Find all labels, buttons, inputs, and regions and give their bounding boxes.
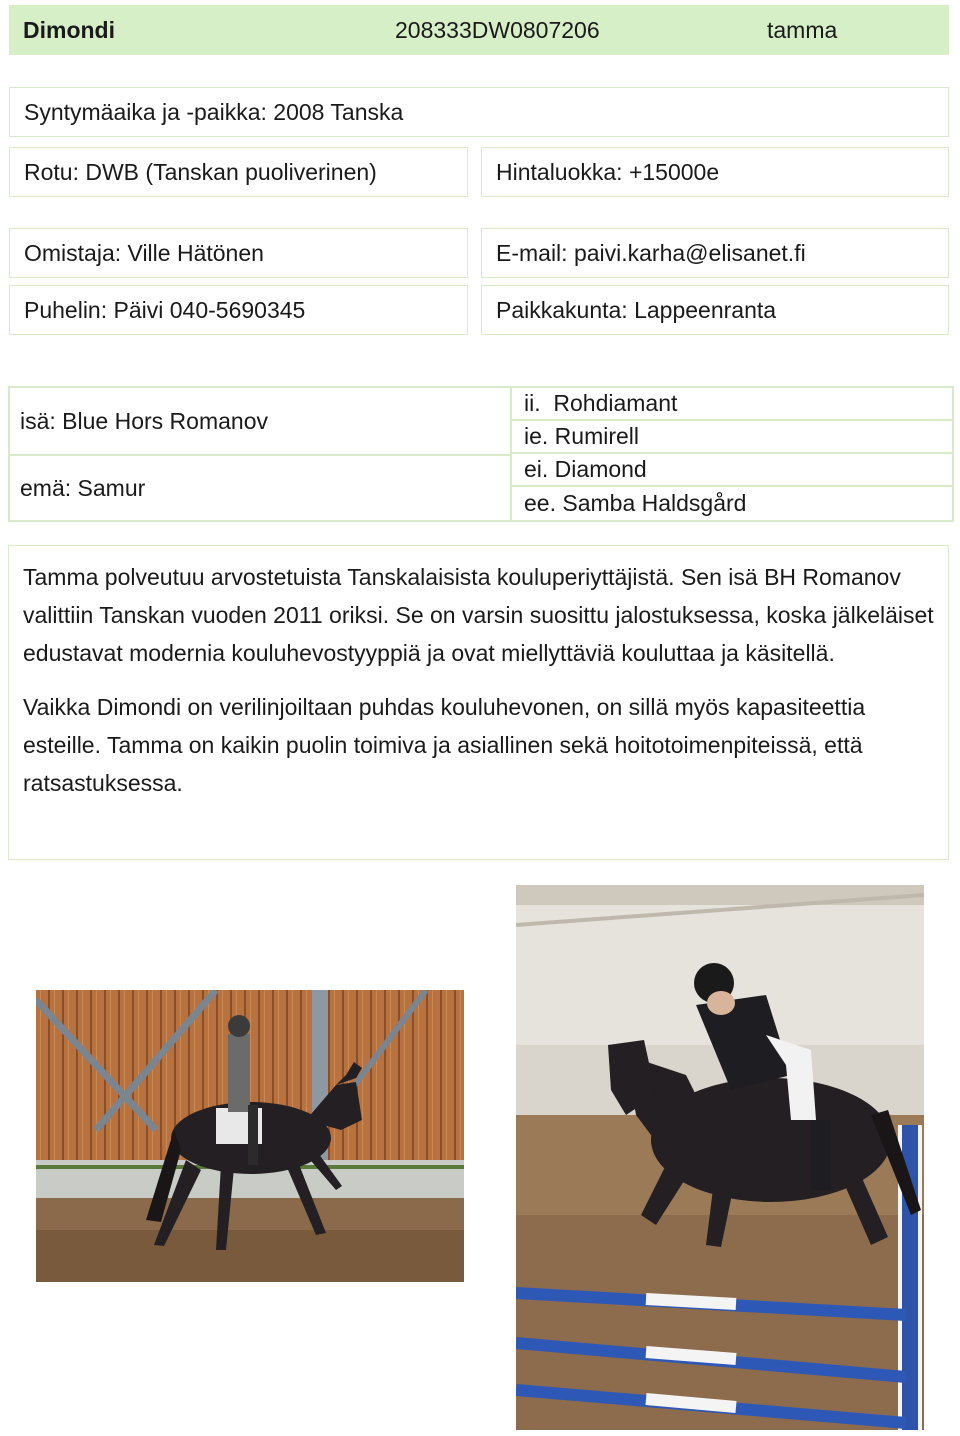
phone-info [9, 285, 468, 335]
horse-sex: tamma [767, 16, 838, 43]
description-paragraph-1: Tamma polveutuu arvostetuista Tanskalaisista kouluperiyttäjistä. Sen isä BH Romanov valittiin Tanskan vuoden 2011 oriksi. Se on varsin suosittu jalostuksessa, koska jälkeläiset edustavat modernia kouluhevostyyppiä ja ovat miellyttäviä kouluttaa ja käsitellä. [23, 564, 934, 666]
birth-info [9, 87, 949, 137]
owner-info [9, 228, 468, 278]
location-info [481, 285, 949, 335]
pedigree-divider [10, 454, 510, 456]
breed-info [9, 147, 468, 197]
email-info[interactable] [481, 228, 949, 278]
grandsire-maternal: ei. Diamond [512, 454, 952, 487]
sire: isä: Blue Hors Romanov [20, 408, 268, 434]
price-info-text: Hintaluokka: +15000e [496, 158, 720, 185]
jumping-photo [516, 885, 924, 1430]
price-info [481, 147, 949, 197]
email-info-text[interactable]: E-mail: paivi.karha@elisanet.fi [496, 239, 806, 266]
registration-number: 208333DW0807206 [395, 16, 600, 43]
description-box [8, 545, 949, 860]
dressage-photo [36, 990, 464, 1282]
birth-info-text: Syntymäaika ja -paikka: 2008 Tanska [24, 98, 404, 125]
owner-info-text: Omistaja: Ville Hätönen [24, 239, 264, 266]
phone-info-text: Puhelin: Päivi 040-5690345 [24, 296, 306, 323]
dam: emä: Samur [20, 475, 146, 501]
location-info-text: Paikkakunta: Lappeenranta [496, 296, 777, 323]
horse-header-bar [9, 5, 949, 55]
pedigree-table [8, 386, 954, 522]
description-paragraph-2: Vaikka Dimondi on verilinjoiltaan puhdas kouluhevonen, on sillä myös kapasiteettia esteille. Tamma on kaikin puolin toimiva ja asiallinen sekä hoitotoimenpiteissä, että ratsastuksessa. [23, 694, 866, 796]
pedigree-parents [10, 388, 512, 520]
horse-name: Dimondi [23, 16, 115, 43]
breed-info-text: Rotu: DWB (Tanskan puoliverinen) [24, 158, 377, 185]
granddam-paternal: ie. Rumirell [512, 421, 952, 454]
pedigree-grandparents [512, 388, 952, 520]
grandsire-paternal: ii. Rohdiamant [512, 388, 952, 421]
granddam-maternal: ee. Samba Haldsgård [524, 490, 747, 516]
